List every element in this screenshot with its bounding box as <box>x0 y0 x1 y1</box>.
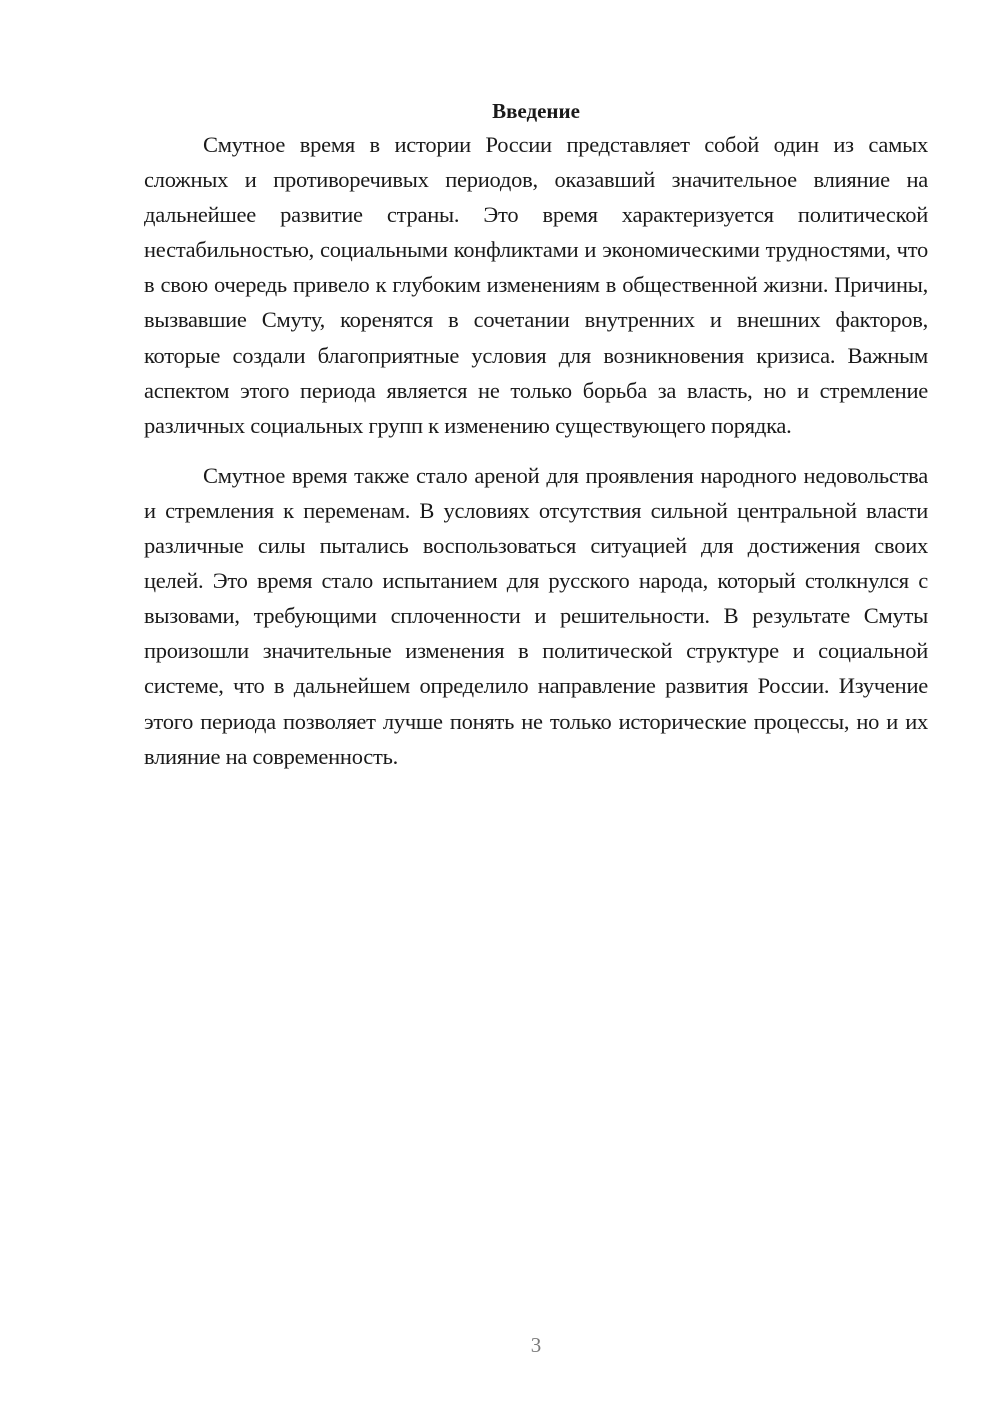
page-number: 3 <box>530 1333 542 1357</box>
section-heading: Введение <box>492 99 580 123</box>
paragraph-2: Смутное время также стало ареной для проявления народного недовольства и стремления к переменам. В условиях отсутствия сильной центральной власти различные силы пытались воспользоваться ситуацией для достижения своих целей. Это время стало испытанием для русского народа, который столкнулся с вызовами, требующими сплоченности и решительности. В результате Смуты произошли значительные изменения в политической структуре и социальной системе, что в дальнейшем определило направление развития России. Изучение этого периода позволяет лучше понять не только исторические процессы, но и их влияние на современность. <box>144 462 928 769</box>
paragraph-1: Смутное время в истории России представляет собой один из самых сложных и противоречивых периодов, оказавший значительное влияние на дальнейшее развитие страны. Это время характеризуется политической нестабильностью, социальными конфликтами и экономическими трудностями, что в свою очередь привело к глубоким изменениям в общественной жизни. Причины, вызвавшие Смуту, коренятся в сочетании внутренних и внешних факторов, которые создали благоприятные условия для возникновения кризиса. Важным аспектом этого периода является не только борьба за власть, но и стремление различных социальных групп к изменению существующего порядка. <box>144 132 928 438</box>
page-content <box>144 95 928 774</box>
